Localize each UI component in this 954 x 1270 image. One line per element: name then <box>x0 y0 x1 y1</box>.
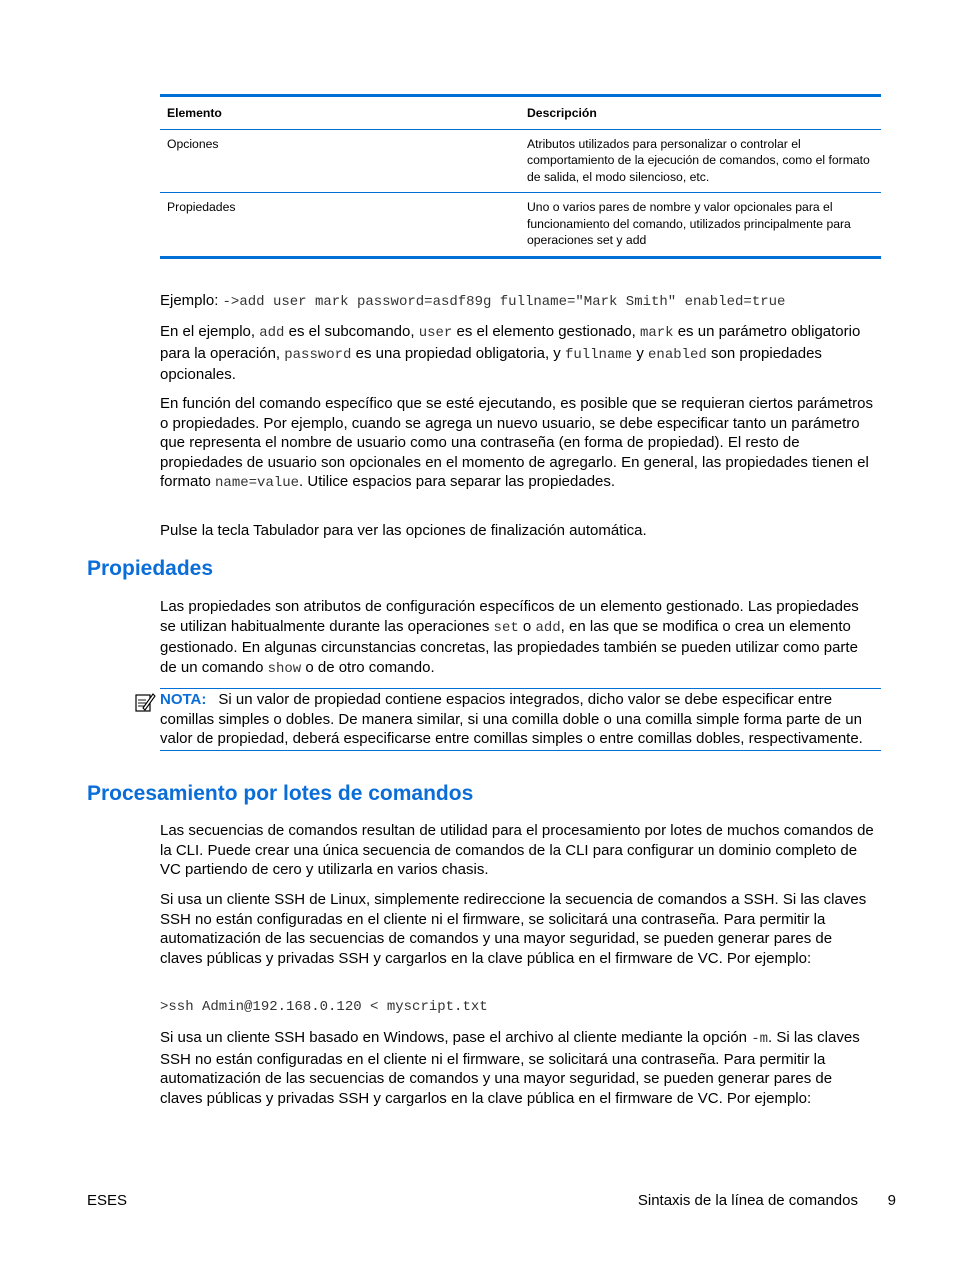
paragraph-batch: Las secuencias de comandos resultan de utilidad para el procesamiento por lotes de muchos comandos de la CLI. Puede crear una única secuencia de comandos de la CLI para configurar un dominio completo de VC partiendo de cero y utilizarla en varios chasis. <box>160 822 874 878</box>
code-span: -m <box>751 1031 768 1047</box>
note-label: NOTA: <box>160 691 207 708</box>
text-span: es el subcomando, <box>284 323 419 340</box>
heading-batch: Procesamiento por lotes de comandos <box>87 782 474 805</box>
example-label: Ejemplo: <box>160 292 223 309</box>
note-text: Si un valor de propiedad contiene espacios integrados, dicho valor se debe especificar entre comillas simples o dobles. De manera similar, si una comilla doble o una comilla simple forma parte de un valor de propiedad, deberá especificarse entre comillas simples o entre comillas dobles, respectivamente. <box>160 691 863 747</box>
text-span: o de otro comando. <box>301 658 435 676</box>
text-span: es una propiedad obligatoria, y <box>351 344 565 362</box>
text-span: es el elemento gestionado, <box>452 323 640 340</box>
table-cell-element: Propiedades <box>167 200 236 214</box>
code-span: enabled <box>648 346 707 363</box>
heading-properties: Propiedades <box>87 557 214 580</box>
code-span: set <box>493 619 519 636</box>
text-span: . Si las claves SSH no están configuradas en el cliente ni el firmware, se solicitará una contraseña. Para permitir la automatización de las secuencias de comandos y una mayor seguridad, se pueden generar pares de claves públicas y privadas SSH y cargarlos en la clave pública en el firmware de VC. Por ejemplo: <box>160 1029 860 1107</box>
text-span: Si usa un cliente SSH basado en Windows, pase el archivo al cliente mediante la opción <box>160 1029 752 1046</box>
note-box <box>160 688 881 751</box>
table-cell-description: Atributos utilizados para personalizar o controlar el comportamiento de la ejecución de comandos, como el formato de salida, el modo silencioso, etc. <box>527 136 870 184</box>
footer-locale: ESES <box>87 1192 128 1209</box>
text-span: o <box>518 617 536 635</box>
note-pencil-icon <box>134 691 156 713</box>
elements-table <box>160 94 881 259</box>
table-row <box>160 193 881 258</box>
text-span: En función del comando específico que se esté ejecutando, es posible que se requieran ciertos parámetros o propiedades. Por ejemplo, cuando se agrega un nuevo usuario, se debe especificar tanto un parámetro que representa el nombre de usuario como una contraseña (en forma de propiedad). El resto de propiedades de usuario son opcionales en el momento de agregarlo. En general, las propiedades tienen el formato <box>160 395 873 490</box>
example-code: ->add user mark password=asdf89g fullname="Mark Smith" enabled=true <box>222 294 786 310</box>
table-cell-description: Uno o varios pares de nombre y valor opcionales para el funcionamiento del comando, utilizados principalmente para operaciones set y add <box>527 200 851 247</box>
text-span: son propiedades opcionales. <box>160 344 822 383</box>
table-row <box>160 129 881 193</box>
code-span: add <box>259 325 285 341</box>
code-ssh-example: >ssh Admin@192.168.0.120 < myscript.txt <box>160 999 488 1015</box>
footer-chapter-title: Sintaxis de la línea de comandos <box>637 1192 858 1209</box>
footer-page-number: 9 <box>887 1192 896 1209</box>
code-span: show <box>267 660 302 677</box>
paragraph-tab: Pulse la tecla Tabulador para ver las opciones de finalización automática. <box>160 522 647 539</box>
code-span: mark <box>639 325 674 341</box>
text-span: . Utilice espacios para separar las propiedades. <box>299 473 616 490</box>
paragraph-linux: Si usa un cliente SSH de Linux, simplemente redireccione la secuencia de comandos a SSH. Si las claves SSH no están configuradas en el cliente ni el firmware, se solicitará una contraseña. Para permitir la automatización de las secuencias de comandos y una mayor seguridad, se pueden generar pares de claves públicas y privadas SSH y cargarlos en la clave pública en el firmware de VC. Por ejemplo: <box>160 891 867 967</box>
table-header-element: Elemento <box>167 106 222 120</box>
paragraph-windows <box>160 1028 876 1108</box>
code-span: add <box>535 619 561 636</box>
paragraph-properties <box>160 597 876 679</box>
text-span: En el ejemplo, <box>160 323 260 340</box>
paragraph-depend <box>160 394 876 494</box>
code-span: user <box>418 325 453 341</box>
text-span: y <box>632 344 649 362</box>
code-span: fullname <box>564 346 633 363</box>
table-cell-element: Opciones <box>167 136 219 151</box>
code-span: password <box>284 346 352 363</box>
text-span: es un parámetro obligatorio para la operación, <box>160 323 861 362</box>
example-line <box>160 291 876 313</box>
table-header-row <box>160 96 881 130</box>
text-span: , en las que se modifica o crea un elemento gestionado. En algunas circunstancias concretas, las propiedades también se pueden utilizar como parte de un comando <box>160 617 858 676</box>
paragraph-explain <box>160 322 876 385</box>
table-header-description: Descripción <box>527 106 597 120</box>
code-span: name=value <box>215 475 300 491</box>
text-span: Las propiedades son atributos de configuración específicos de un elemento gestionado. Las propiedades se utilizan habitualmente durante las operaciones <box>160 598 859 635</box>
